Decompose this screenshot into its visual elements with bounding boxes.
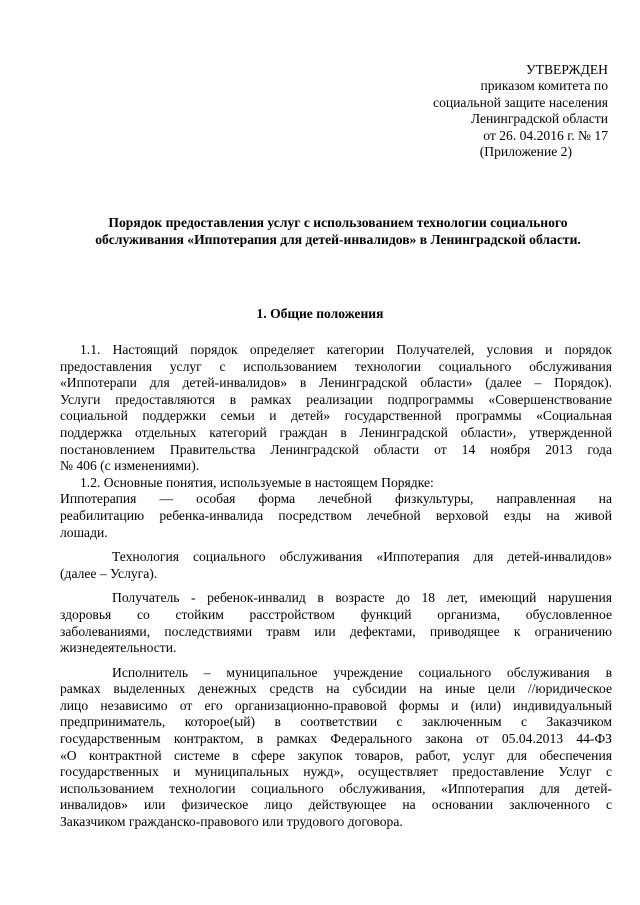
definition-service xyxy=(60,549,612,582)
text-line: социальной поддержки семьи и детей» государственной программы «Социальная xyxy=(60,408,612,424)
text-line: лошади. xyxy=(60,524,108,540)
title-line: обслуживания «Иппотерапия для детей-инвалидов» в Ленинградской области. xyxy=(95,232,581,247)
text-line: государственных и муниципальных нужд», осуществляет предоставление Услуг с xyxy=(60,764,612,780)
paragraph-1-1 xyxy=(60,342,612,475)
definition-executor xyxy=(60,665,612,831)
text-line: Услуги предоставляются в рамках реализации подпрограммы «Совершенствование xyxy=(60,391,612,407)
text-line: Технология социального обслуживания «Иппотерапия для детей-инвалидов» xyxy=(112,549,612,565)
text-line: (далее – Услуга). xyxy=(60,565,158,581)
text-line: Иппотерапия — особая форма лечебной физкультуры, направленная на xyxy=(60,491,612,507)
approval-word: УТВЕРЖДЕН xyxy=(526,62,608,77)
text-line: заболеваниями, последствиями травм или дефектами, приводящее к ограничению xyxy=(60,623,612,639)
text-line: предприниматель, которое(ый) в соответствии с заключенным с Заказчиком xyxy=(60,714,612,730)
text-line: рамках выделенных денежных средств на субсидии на иные цели //юридическое xyxy=(60,681,612,697)
text-line: 1.2. Основные понятия, используемые в настоящем Порядке: xyxy=(80,474,434,490)
text-line: 1.1. Настоящий порядок определяет категории Получателей, условия и порядок xyxy=(80,342,612,357)
text-line: поддержка отдельных категорий граждан в Ленинградской области», утвержденной xyxy=(60,424,612,440)
text-line: здоровья со стойким расстройством функций организма, обусловленное xyxy=(60,606,612,622)
approval-line: социальной защите населения xyxy=(433,94,608,110)
approval-line: Ленинградской области xyxy=(470,111,608,127)
text-line: использованием технологии социального обслуживания, «Иппотерапия для детей- xyxy=(60,780,612,796)
text-line: инвалидов» или физическое лицо действующее на основании заключенного с xyxy=(60,797,612,813)
text-line: реабилитацию ребенка-инвалида посредством лечебной верховой езды на живой xyxy=(60,507,612,523)
approval-line: приказом комитета по xyxy=(480,78,608,94)
text-line: лицо независимо от его организационно-правовой формы и (или) индивидуальный xyxy=(60,697,612,713)
text-line: постановлением Правительства Ленинградской области от 14 ноября 2013 года xyxy=(60,441,612,457)
text-line: государственным контрактом, в рамках Федерального закона от 05.04.2013 44-ФЗ xyxy=(60,731,612,747)
text-line: предоставления услуг с использованием технологии социального обслуживания xyxy=(60,358,612,374)
text-line: «Иппотерапи для детей-инвалидов» в Ленинградской области» (далее – Порядок). xyxy=(60,375,612,391)
definition-hippotherapy xyxy=(60,491,612,541)
annex-label: (Приложение 2) xyxy=(479,144,572,160)
text-line: «О контрактной системе в сфере закупок товаров, работ, услуг для обеспечения xyxy=(60,747,612,763)
approval-stamp xyxy=(433,62,608,160)
document-title xyxy=(60,214,616,248)
title-line: Порядок предоставления услуг с использованием технологии социального xyxy=(108,215,568,230)
approval-date: от 26. 04.2016 г. № 17 xyxy=(483,127,608,143)
text-line: Заказчиком гражданско-правового или трудового договора. xyxy=(60,814,403,830)
text-line: № 406 (с изменениями). xyxy=(60,458,200,474)
text-line: жизнедеятельности. xyxy=(60,640,177,656)
text-line: Исполнитель – муниципальное учреждение социального обслуживания в xyxy=(112,664,612,680)
section-heading: 1. Общие положения xyxy=(256,306,384,321)
paragraph-1-2 xyxy=(60,475,612,492)
definition-recipient xyxy=(60,590,612,656)
document-body xyxy=(60,342,612,831)
text-line: Получатель - ребенок-инвалид в возрасте до 18 лет, имеющий нарушения xyxy=(112,590,612,606)
